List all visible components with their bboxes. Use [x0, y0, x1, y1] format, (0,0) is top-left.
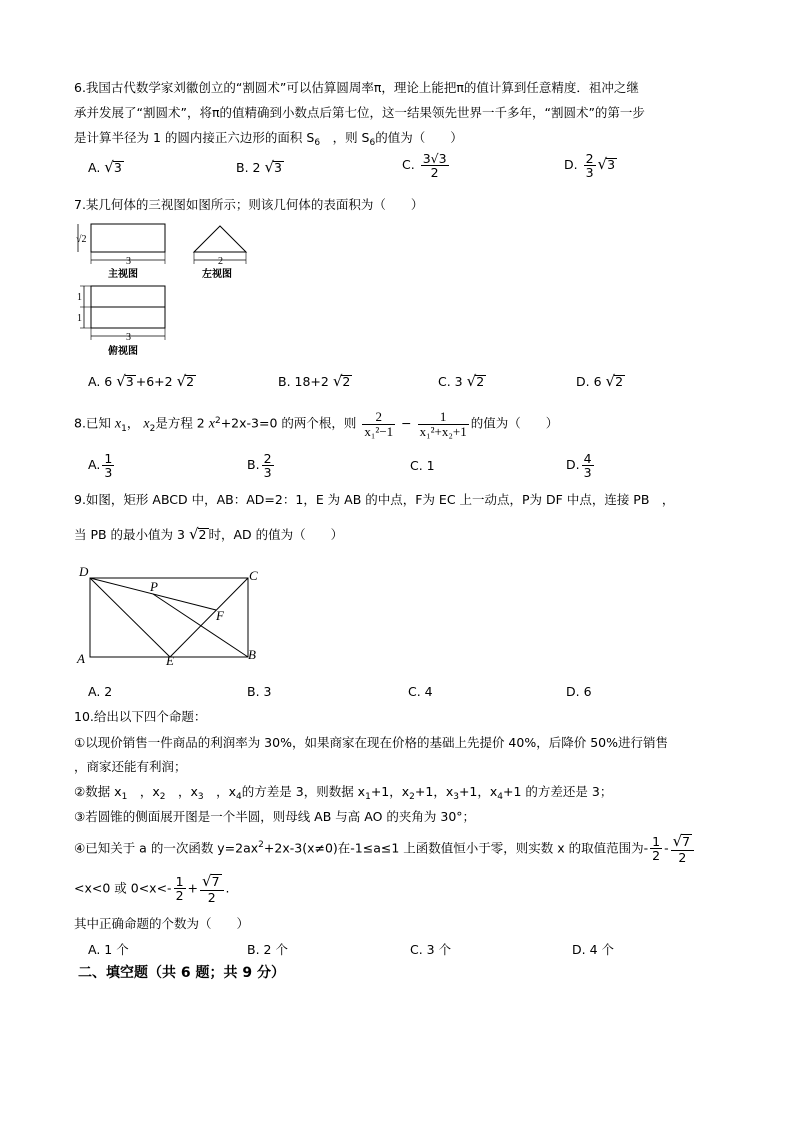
q8-option-d[interactable]: D. $\frac{4}{3}$: [566, 451, 592, 481]
q7-option-d[interactable]: D. 6 √2: [576, 372, 624, 390]
label-e: E: [166, 653, 174, 668]
q9-option-d[interactable]: D. 6: [566, 684, 592, 699]
top-view-label: 俯视图: [108, 346, 138, 357]
dim-side-width: 2: [218, 256, 223, 267]
dim-top-width: 3: [126, 332, 131, 343]
label-p: P: [150, 579, 158, 594]
q7-stem: 7.某几何体的三视图如图所示；则该几何体的表面积为（ ）: [74, 197, 424, 212]
q8-option-a[interactable]: A. $\frac{1}{3}$: [88, 451, 113, 481]
q10-question: 其中正确命题的个数为（ ）: [74, 916, 250, 931]
q6-option-c[interactable]: C. $\frac{3√3}{2}$: [402, 151, 447, 181]
q6-line1: 6.我国古代数学家刘徽创立的“割圆术”可以估算圆周率π，理论上能把π的值计算到任意精度．祖冲之继: [74, 80, 639, 95]
side-view-label: 左视图: [202, 269, 232, 280]
rect-abcd: [90, 578, 248, 657]
q10-option-b[interactable]: B. 2 个: [247, 942, 288, 957]
q9-option-b[interactable]: B. 3: [247, 684, 272, 699]
section-title-fill-blanks: 二、填空题（共 6 题；共 9 分）: [78, 965, 285, 981]
q9-option-a[interactable]: A. 2: [88, 684, 113, 699]
q6-option-b[interactable]: B. 2 √3: [236, 158, 282, 176]
q10-prop4-line2: <x<0 或 0<x<- $\frac{1}{2}$ + $\frac{√7}{2}$ .: [74, 872, 230, 905]
label-a: A: [77, 651, 85, 666]
q10-prop4-line1: ④已知关于 a 的一次函数 $y=2ax^2+2x-3(x\ne 0)$在-1≤a≤1 上函数值恒小于零，则实数 x 的取值范围为- $\frac{1}{2}$ - $\frac{√7}{2}$: [74, 834, 696, 864]
q7-option-b[interactable]: B. 18+2 √2: [278, 372, 351, 390]
q9-rectangle-figure: [74, 562, 274, 674]
label-c: C: [249, 568, 258, 583]
q7-three-views-figure: [74, 220, 274, 360]
dim-top-lower: 1: [77, 313, 82, 324]
q8-option-c[interactable]: C. 1: [410, 458, 435, 473]
q10-option-a[interactable]: A. 1 个: [88, 942, 129, 957]
q10-option-d[interactable]: D. 4 个: [572, 942, 614, 957]
q10-option-c[interactable]: C. 3 个: [410, 942, 452, 957]
q9-line2: 当 PB 的最小值为 3 √2 时，AD 的值为（ ）: [74, 525, 344, 543]
label-f: F: [216, 608, 224, 623]
dim-front-height: √2: [76, 234, 87, 245]
q7-option-c[interactable]: C. 3 √2: [438, 372, 485, 390]
front-view-label: 主视图: [108, 269, 138, 280]
q6-line3: 是计算半径为 1 的圆内接正六边形的面积 $S_6$ ，则 $S_6$的值为（ ）: [74, 130, 463, 148]
label-b: B: [248, 647, 256, 662]
q10-prop1-line2: ，商家还能有利润；: [74, 759, 187, 774]
q8-stem: 8.已知 $x_1$， $x_2$是方程 2 $x^2+2x-3=0$ 的两个根，则 $\frac{2}{\text{x₁²−1}}$ − $\frac{1}{\text{x₁²+x₂+1}}$ 的值为（ ）: [74, 409, 559, 439]
q9-option-c[interactable]: C. 4: [408, 684, 433, 699]
dim-top-upper: 1: [77, 292, 82, 303]
q10-prop2: ②数据 $x_1$ ，$x_2$ ，$x_3$ ，$x_4$的方差是 3，则数据 $x_1+1$，$x_2+1$，$x_3+1$，$x_4+1$ 的方差还是 3；: [74, 784, 613, 802]
q8-option-b[interactable]: B. $\frac{2}{3}$: [247, 451, 272, 481]
q10-stem: 10.给出以下四个命题：: [74, 709, 207, 724]
q9-line1: 9.如图，矩形 ABCD 中，AB：AD=2：1，E 为 AB 的中点，F为 EC 上一动点，P为 DF 中点，连接 PB ，: [74, 492, 675, 507]
q10-prop1-line1: ①以现价销售一件商品的利润率为 30%，如果商家在现在价格的基础上先提价 40%，后降价 50%进行销售: [74, 735, 668, 750]
front-view-rect: [91, 224, 165, 252]
side-view-triangle: [194, 226, 246, 252]
q10-prop3: ③若圆锥的侧面展开图是一个半圆，则母线 AB 与高 AO 的夹角为 30°；: [74, 809, 476, 824]
q6-option-a[interactable]: A. √3: [88, 158, 122, 176]
label-d: D: [79, 564, 89, 579]
q6-option-d[interactable]: D. $\frac{2}{3}$ √3: [564, 151, 616, 181]
q6-line2: 承并发展了“割圆术”，将π的值精确到小数点后第七位，这一结果领先世界一千多年，“割圆术”的第一步: [74, 105, 645, 120]
q7-option-a[interactable]: A. 6 √3 +6+2 √2: [88, 372, 195, 390]
dim-front-width: 3: [126, 256, 131, 267]
